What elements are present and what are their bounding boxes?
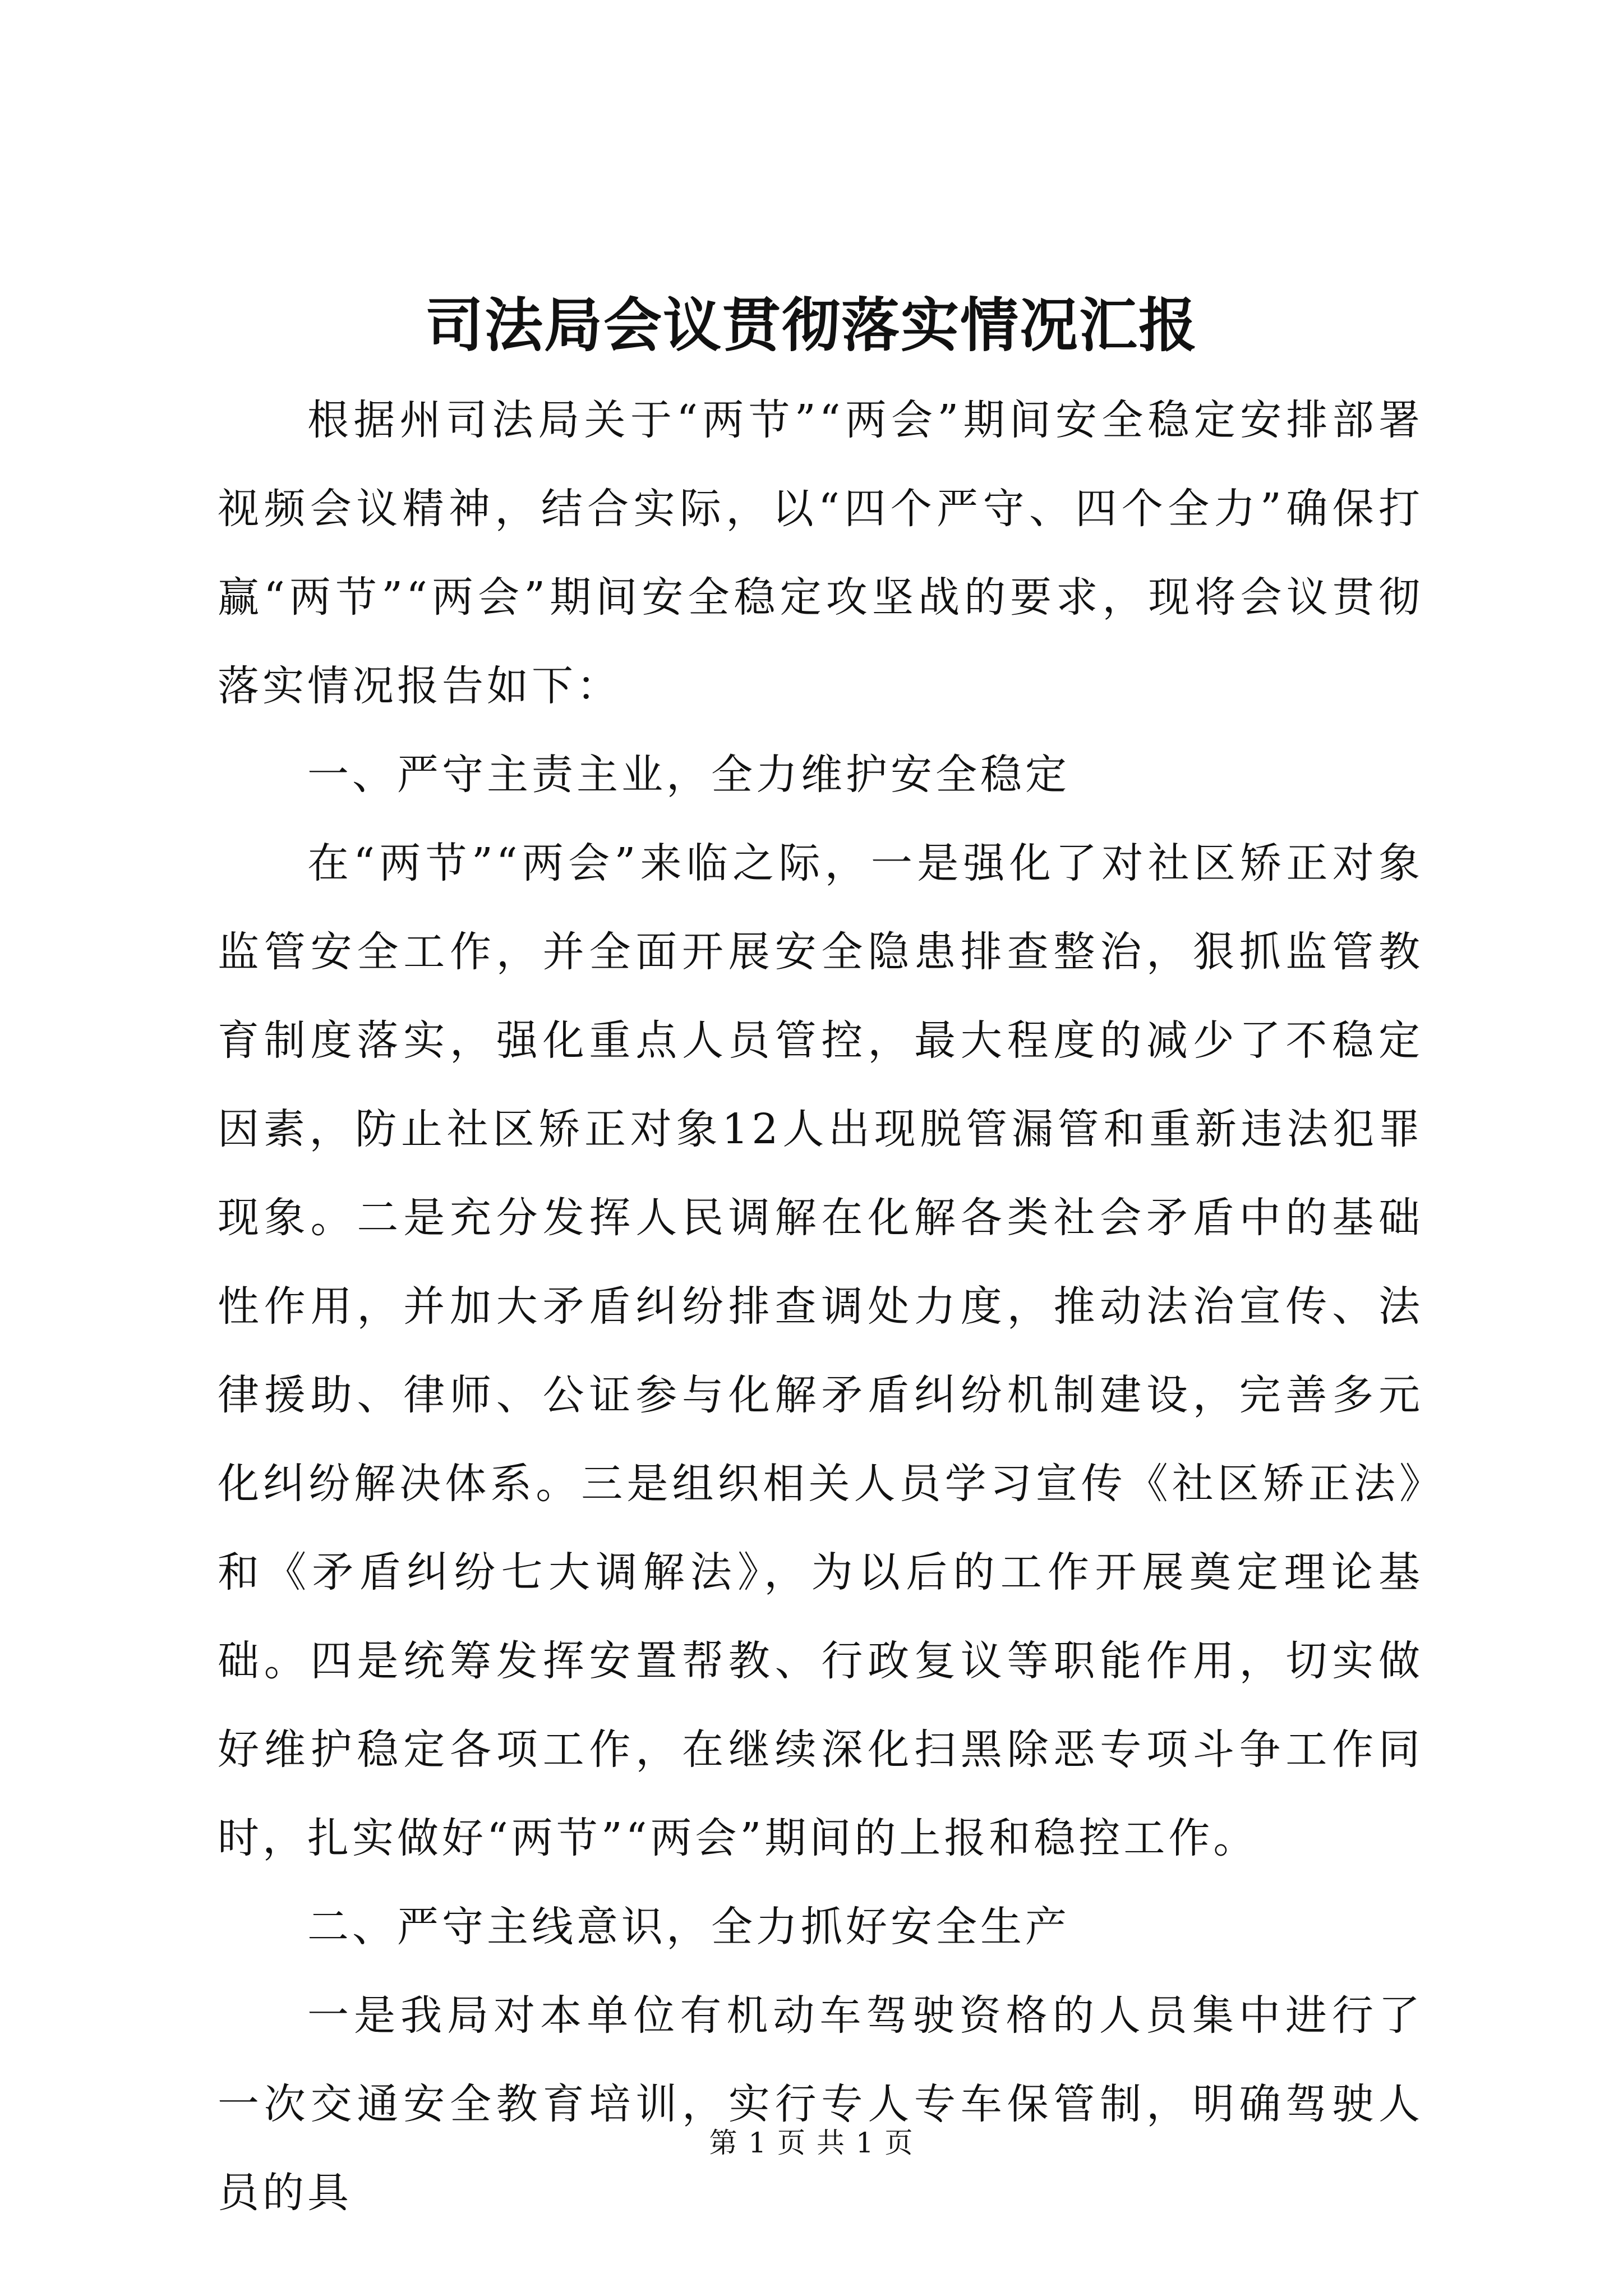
intro-paragraph: 根据州司法局关于“两节”“两会”期间安全稳定安排部署视频会议精神，结合实际，以“四个严守、四个全力”确保打赢“两节”“两会”期间安全稳定攻坚战的要求，现将会议贯彻落实情况报告如下： [218, 396, 1423, 710]
section-1-paragraph: 在“两节”“两会”来临之际，一是强化了对社区矫正对象监管安全工作，并全面开展安全隐患排查整治，狠抓监管教育制度落实，强化重点人员管控，最大程度的减少了不稳定因素，防止社区矫正对象12人出现脱管漏管和重新违法犯罪现象。二是充分发挥人民调解在化解各类社会矛盾中的基础性作用，并加大矛盾纠纷排查调处力度，推动法治宣传、法律援助、律师、公证参与化解矛盾纠纷机制建设，完善多元化纠纷解决体系。三是组织相关人员学习宣传《社区矫正法》和《矛盾纠纷七大调解法》，为以后的工作开展奠定理论基础。四是统筹发挥安置帮教、行政复议等职能作用，切实做好维护稳定各项工作，在继续深化扫黑除恶专项斗争工作同时，扎实做好“两节”“两会”期间的上报和稳控工作。 [218, 839, 1423, 1862]
section-2-paragraph: 一是我局对本单位有机动车驾驶资格的人员集中进行了一次交通安全教育培训，实行专人专车保管制，明确驾驶人员的具 [218, 1991, 1423, 2217]
document-body [218, 376, 1423, 2237]
document-title: 司法局会议贯彻落实情况汇报 [425, 291, 1198, 360]
section-1-heading: 一、严守主责主业，全力维护安全稳定 [307, 751, 1070, 799]
section-2-heading: 二、严守主线意识，全力抓好安全生产 [307, 1903, 1070, 1951]
page-number-footer: 第 1 页 共 1 页 [709, 2127, 914, 2159]
